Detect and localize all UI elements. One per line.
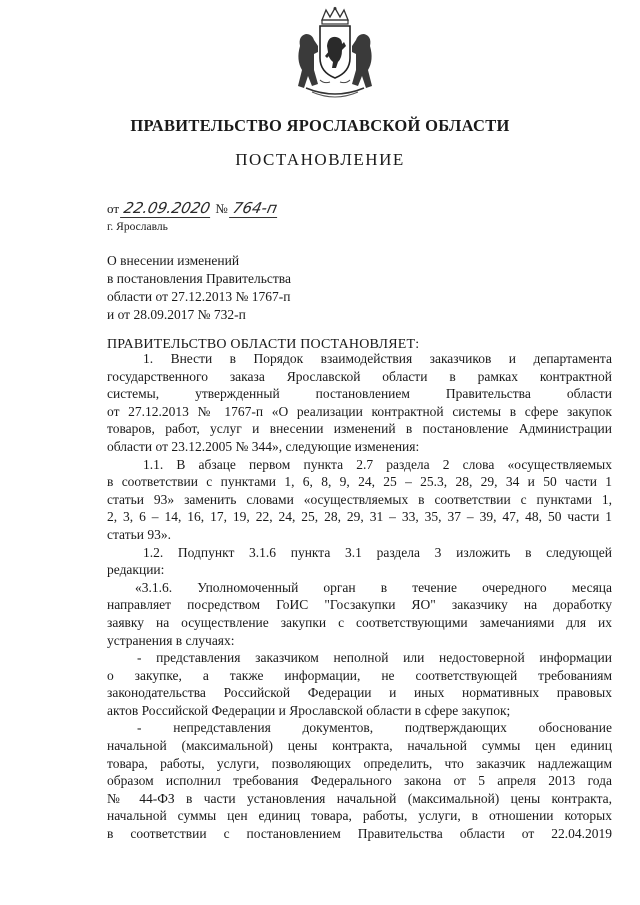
body-line: законодательства Российской Федерации и иных нормативных правовых (107, 685, 612, 701)
document-type: ПОСТАНОВЛЕНИЕ (235, 150, 405, 169)
body-line: заявку на осуществление закупки с соответствующими замечаниями для их (107, 614, 612, 630)
decree-date: 22.09.2020 (120, 199, 214, 218)
date-prefix: от (107, 201, 120, 216)
body-line: 1.1. В абзаце первом пункта 2.7 раздела 2 слова «осуществляемых (143, 456, 612, 472)
city: г. Ярославль (107, 221, 168, 233)
body-line: статьи 93». (107, 526, 171, 542)
body-line: «3.1.6. Уполномоченный орган в течение очередного месяца (135, 579, 612, 595)
body-line: № 44-ФЗ в части установления начальной (максимальной) цены контракта, (107, 790, 612, 806)
subject-line: и от 28.09.2017 № 732-п (107, 307, 246, 322)
body-line: актов Российской Федерации и Ярославской области в сфере закупок; (107, 702, 511, 718)
decree-intro: ПРАВИТЕЛЬСТВО ОБЛАСТИ ПОСТАНОВЛЯЕТ: (107, 337, 420, 352)
body-line: редакции: (107, 562, 165, 578)
decree-date-number (107, 199, 279, 218)
body-line: государственного заказа Ярославской области в рамках контрактной (107, 368, 612, 384)
body-line: 1. Внести в Порядок взаимодействия заказчиков и департамента (143, 351, 612, 366)
body-line: устранения в случаях: (107, 632, 235, 648)
body-line: 2, 3, 6 – 14, 16, 17, 19, 22, 24, 25, 28, 29, 31 – 33, 35, 37 – 39, 47, 48, 50 части 1 (107, 509, 612, 525)
body-line: 1.2. Подпункт 3.1.6 пункта 3.1 раздела 3 изложить в следующей (143, 544, 612, 560)
body-line: о закупке, а также информации, не соответствующей требованиям (107, 667, 612, 683)
body-line: - представления заказчиком неполной или недостоверной информации (137, 650, 612, 666)
body-line: в соответствии с пунктами 1, 6, 8, 9, 24, 25 – 25.3, 28, 29, 34 и 50 части 1 (107, 474, 612, 490)
body-line: товаров, работ, услуг и внесении изменений в постановление Администрации (107, 421, 612, 437)
body-line: начальной (максимальной) цены контракта, начальной суммы цен единиц (107, 738, 612, 754)
number-prefix: № (215, 201, 228, 216)
body-line: в соответствии с постановлением Правительства области от 22.04.2019 (107, 826, 612, 842)
body-line: направляет посредством ГоИС "Госзакупки ЯО" заказчику на доработку (107, 597, 612, 613)
body-line: системы, утвержденный постановлением Правительства области (107, 386, 612, 402)
subject-line: области от 27.12.2013 № 1767-п (107, 289, 291, 304)
body-line: товара, работы, услуги, позволяющих определить, что заказчик надлежащим (107, 755, 612, 771)
government-title: ПРАВИТЕЛЬСТВО ЯРОСЛАВСКОЙ ОБЛАСТИ (130, 116, 510, 135)
subject-line: в постановления Правительства (107, 271, 291, 286)
subject-line: О внесении изменений (107, 253, 240, 268)
decree-body (107, 350, 612, 843)
decree-subject (107, 252, 427, 324)
body-line: области от 23.12.2005 № 344», следующие изменения: (107, 438, 420, 454)
body-line: от 27.12.2013 № 1767-п «О реализации контрактной системы в сфере закупок (107, 403, 612, 419)
body-line: начальной суммы цен единиц товара, работы, услуги, в отношении которых (107, 808, 612, 824)
body-line: - непредставления документов, подтверждающих обоснование (137, 720, 612, 736)
coat-of-arms-icon (292, 6, 378, 100)
decree-number: 764-п (229, 199, 281, 218)
body-line: статьи 93» заменить словами «осуществляемых в соответствии с пунктами 1, (107, 491, 612, 507)
body-line: образом исполнил требования Федерального закона от 5 апреля 2013 года (107, 773, 612, 789)
